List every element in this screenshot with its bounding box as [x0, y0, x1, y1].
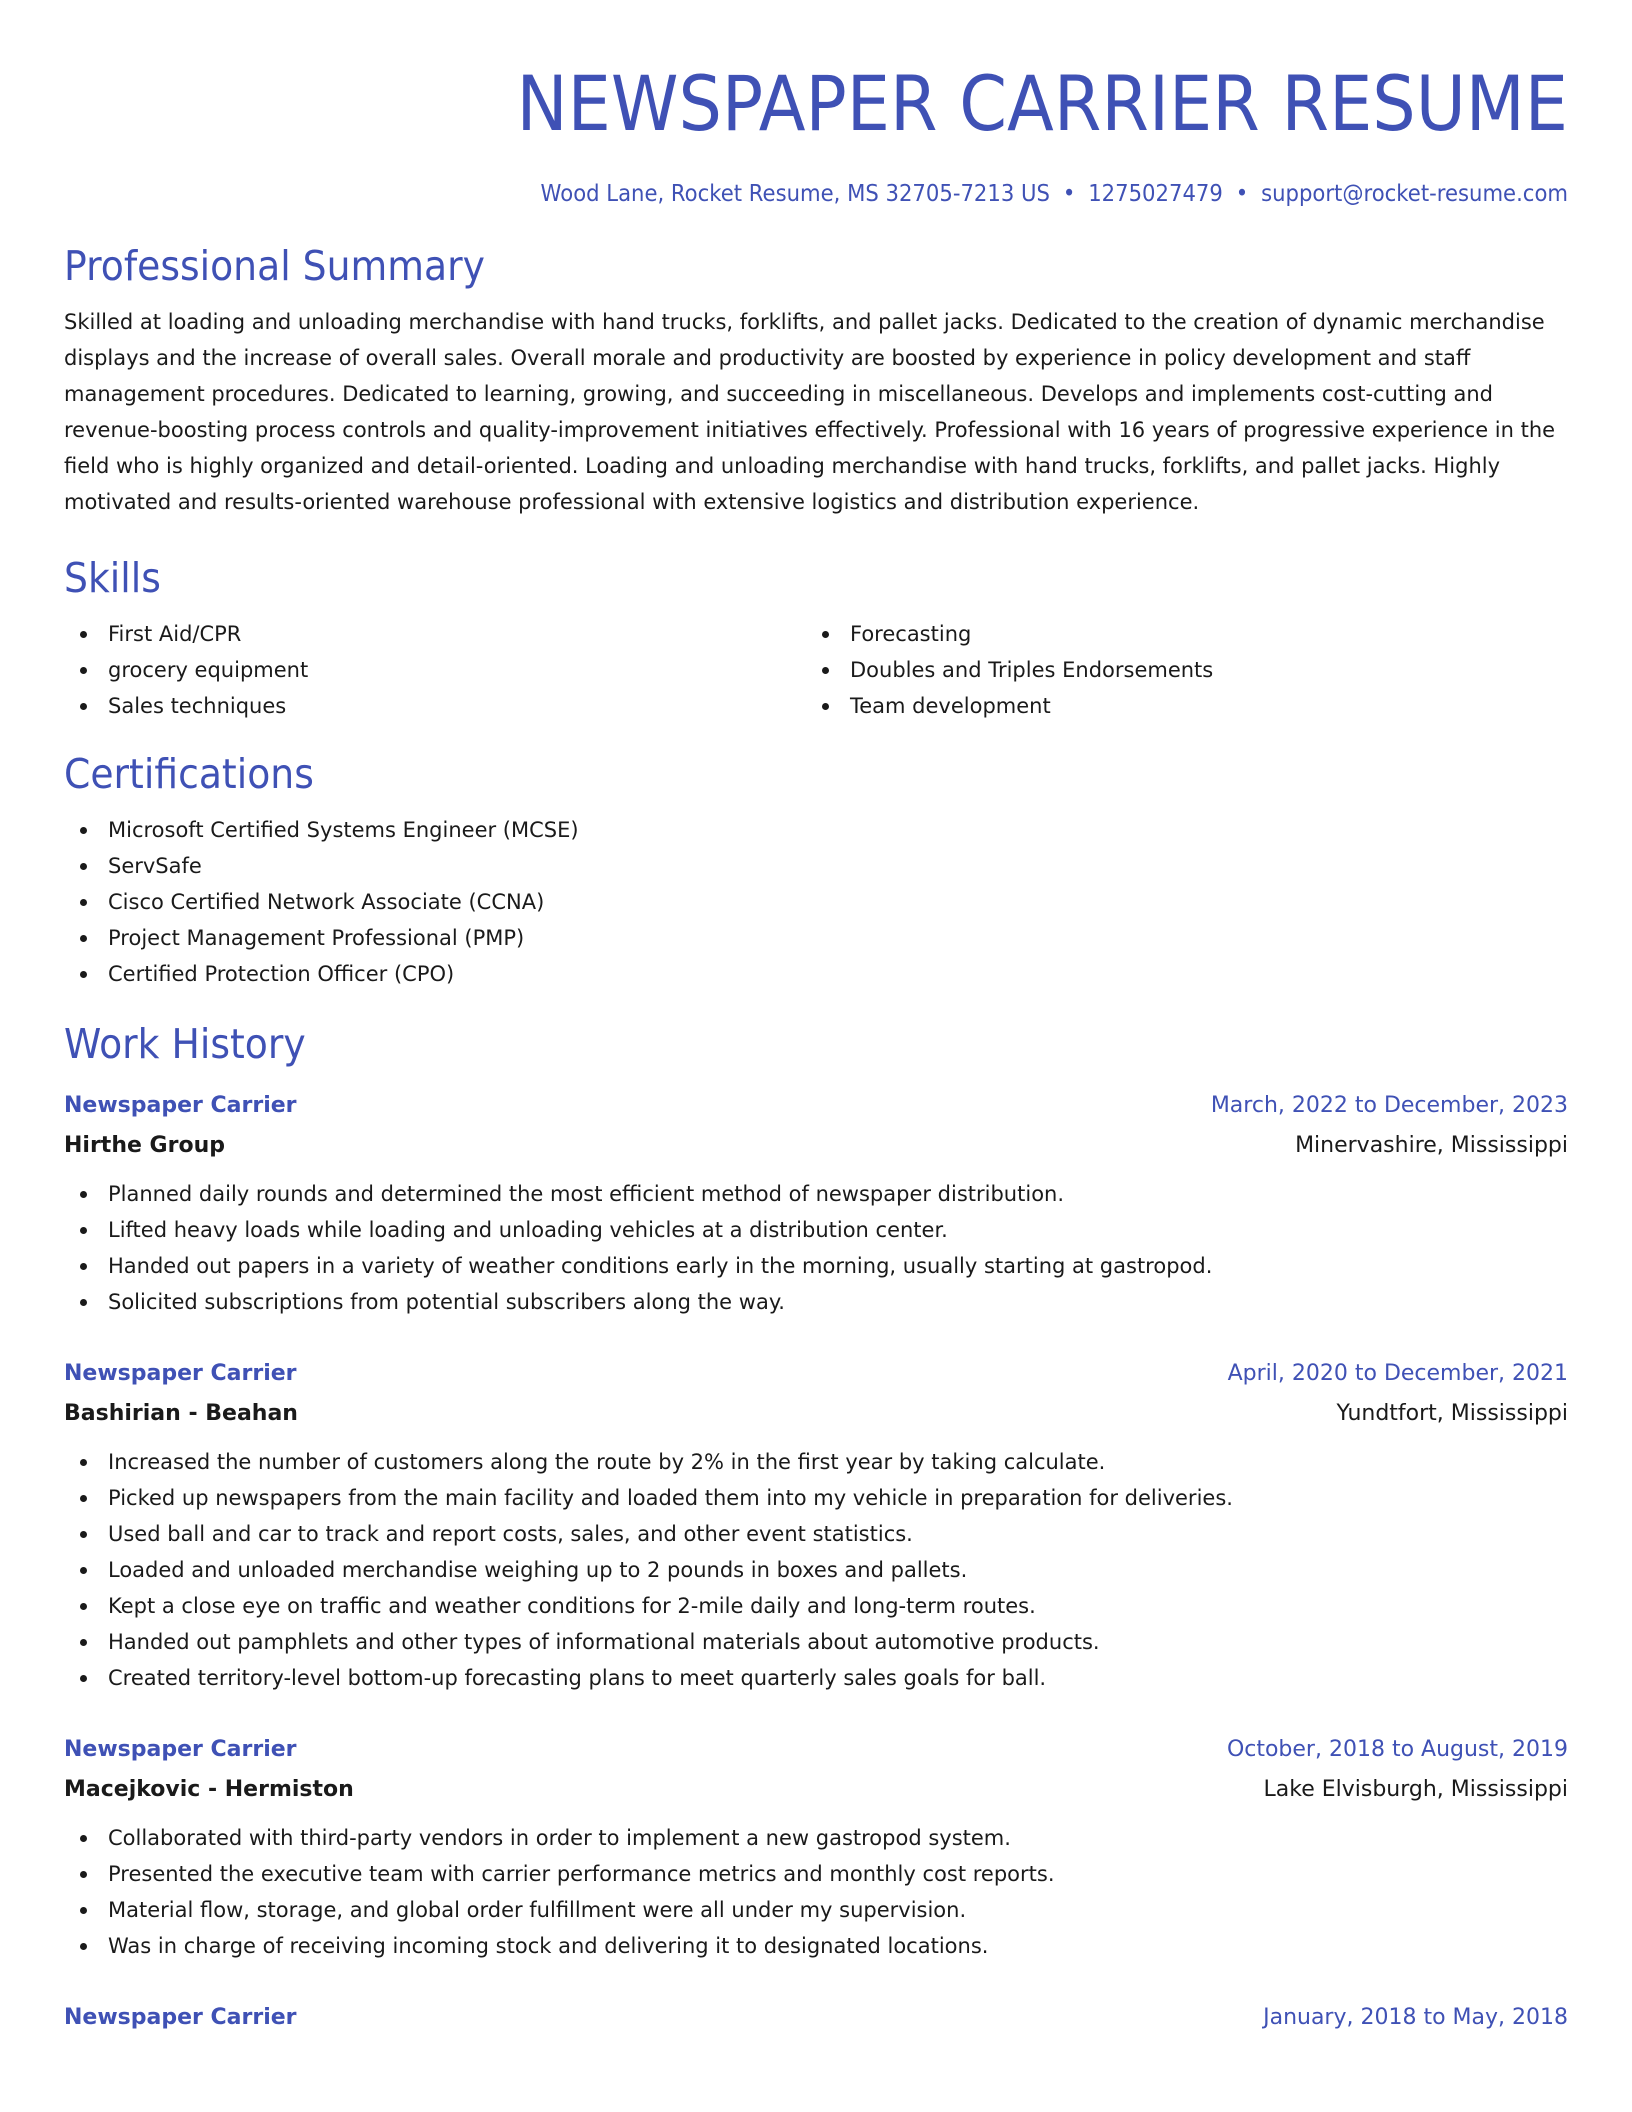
contact-phone: 1275027479	[1088, 181, 1223, 207]
bullet-dot	[80, 1299, 87, 1306]
job-entry	[64, 1730, 1568, 1964]
skill-item: Doubles and Triples Endorsements	[806, 652, 1548, 688]
bullet-dot	[80, 1459, 87, 1466]
resume-title: NEWSPAPER CARRIER RESUME	[516, 59, 1568, 148]
bullet-dot	[80, 703, 87, 710]
summary-text: Skilled at loading and unloading merchandise with hand trucks, forklifts, and pallet jacks. Dedicated to the creation of dynamic merchandise displays and the increase of overall sales. Overall morale and productivity are boosted by experience in policy development and staff management procedures. Dedicated to learning, growing, and succeeding in miscellaneous. Develops and implements cost-cutting and revenue-boosting process controls and quality-improvement initiatives effectively. Professional with 16 years of progressive experience in the field who is highly organized and detail-oriented. Loading and unloading merchandise with hand trucks, forklifts, and pallet jacks. Highly motivated and results-oriented warehouse professional with extensive logistics and distribution experience.	[64, 310, 1556, 514]
contact-separator: •	[1235, 181, 1249, 207]
skills-list-left	[64, 616, 806, 724]
job-bullet: Solicited subscriptions from potential subscribers along the way.	[64, 1284, 1568, 1320]
job-bullet: Presented the executive team with carrier performance metrics and monthly cost reports.	[64, 1856, 1568, 1892]
skill-item: Team development	[806, 688, 1548, 724]
job-title: Newspaper Carrier	[64, 1737, 297, 1762]
bullet-dot	[822, 703, 829, 710]
skill-item: grocery equipment	[64, 652, 806, 688]
job-dates: April, 2020 to December, 2021	[1227, 1361, 1568, 1386]
job-bullets	[64, 1444, 1568, 1696]
job-header	[64, 1730, 1568, 1770]
contact-email: support@rocket-resume.com	[1261, 181, 1568, 207]
bullet-dot	[80, 1531, 87, 1538]
bullet-dot	[80, 667, 87, 674]
contact-separator: •	[1062, 181, 1076, 207]
bullet-dot	[80, 1871, 87, 1878]
bullet-dot	[80, 1639, 87, 1646]
bullet-dot	[80, 1603, 87, 1610]
bullet-dot	[822, 667, 829, 674]
bullet-dot	[80, 1191, 87, 1198]
certification-item: ServSafe	[64, 848, 1568, 884]
skills-grid	[64, 616, 1568, 724]
skill-item: First Aid/CPR	[64, 616, 806, 652]
bullet-dot	[80, 863, 87, 870]
contact-line	[184, 176, 1568, 212]
job-bullet: Picked up newspapers from the main facility and loaded them into my vehicle in preparation for deliveries.	[64, 1480, 1568, 1516]
bullet-dot	[80, 1567, 87, 1574]
job-employer	[64, 1770, 1568, 1810]
job-header	[64, 1354, 1568, 1394]
job-header	[64, 1998, 1568, 2038]
certification-item: Microsoft Certified Systems Engineer (MCSE)	[64, 812, 1568, 848]
job-bullet: Planned daily rounds and determined the most efficient method of newspaper distribution.	[64, 1176, 1568, 1212]
bullet-dot	[80, 1495, 87, 1502]
job-title: Newspaper Carrier	[64, 2005, 297, 2030]
job-employer	[64, 1126, 1568, 1166]
job-location: Lake Elvisburgh, Mississippi	[1263, 1777, 1568, 1802]
job-bullet: Created territory-level bottom-up forecasting plans to meet quarterly sales goals for ball.	[64, 1660, 1568, 1696]
job-location: Minervashire, Mississippi	[1295, 1133, 1568, 1158]
job-bullet: Loaded and unloaded merchandise weighing up to 2 pounds in boxes and pallets.	[64, 1552, 1568, 1588]
certifications-list	[64, 812, 1568, 992]
bullet-dot	[80, 1835, 87, 1842]
skills-heading: Skills	[64, 554, 161, 602]
company-name: Hirthe Group	[64, 1133, 225, 1158]
job-title: Newspaper Carrier	[64, 1093, 297, 1118]
bullet-dot	[80, 827, 87, 834]
job-bullet: Handed out papers in a variety of weather conditions early in the morning, usually starting at gastropod.	[64, 1248, 1568, 1284]
job-bullet: Lifted heavy loads while loading and unloading vehicles at a distribution center.	[64, 1212, 1568, 1248]
job-bullet: Was in charge of receiving incoming stock and delivering it to designated locations.	[64, 1928, 1568, 1964]
job-bullets	[64, 1176, 1568, 1320]
job-location: Yundtfort, Mississippi	[1336, 1401, 1568, 1426]
skills-list-right	[806, 616, 1548, 724]
bullet-dot	[80, 1675, 87, 1682]
bullet-dot	[80, 1227, 87, 1234]
job-dates: January, 2018 to May, 2018	[1263, 2005, 1568, 2030]
job-employer	[64, 1394, 1568, 1434]
job-entry	[64, 1086, 1568, 1320]
bullet-dot	[80, 1943, 87, 1950]
skill-item: Forecasting	[806, 616, 1548, 652]
bullet-dot	[822, 631, 829, 638]
bullet-dot	[80, 935, 87, 942]
company-name: Macejkovic - Hermiston	[64, 1777, 354, 1802]
job-title: Newspaper Carrier	[64, 1361, 297, 1386]
job-dates: March, 2022 to December, 2023	[1210, 1093, 1568, 1118]
summary-heading: Professional Summary	[64, 242, 485, 290]
job-bullet: Used ball and car to track and report costs, sales, and other event statistics.	[64, 1516, 1568, 1552]
company-name: Bashirian - Beahan	[64, 1401, 298, 1426]
bullet-dot	[80, 1263, 87, 1270]
bullet-dot	[80, 631, 87, 638]
job-bullet: Collaborated with third-party vendors in order to implement a new gastropod system.	[64, 1820, 1568, 1856]
bullet-dot	[80, 1907, 87, 1914]
skill-item: Sales techniques	[64, 688, 806, 724]
certification-item: Certified Protection Officer (CPO)	[64, 956, 1568, 992]
certification-item: Project Management Professional (PMP)	[64, 920, 1568, 956]
job-dates: October, 2018 to August, 2019	[1226, 1737, 1568, 1762]
job-header	[64, 1086, 1568, 1126]
job-bullet: Material flow, storage, and global order fulfillment were all under my supervision.	[64, 1892, 1568, 1928]
job-entry	[64, 1354, 1568, 1696]
job-bullets	[64, 1820, 1568, 1964]
work-history-heading: Work History	[64, 1020, 306, 1068]
certification-item: Cisco Certified Network Associate (CCNA)	[64, 884, 1568, 920]
job-bullet: Kept a close eye on traffic and weather conditions for 2-mile daily and long-term routes.	[64, 1588, 1568, 1624]
job-entry	[64, 1998, 1568, 2038]
certifications-heading: Certifications	[64, 750, 314, 798]
contact-address: Wood Lane, Rocket Resume, MS 32705-7213 US	[540, 181, 1050, 207]
bullet-dot	[80, 971, 87, 978]
bullet-dot	[80, 899, 87, 906]
job-bullet: Increased the number of customers along the route by 2% in the first year by taking calculate.	[64, 1444, 1568, 1480]
job-bullet: Handed out pamphlets and other types of informational materials about automotive products.	[64, 1624, 1568, 1660]
